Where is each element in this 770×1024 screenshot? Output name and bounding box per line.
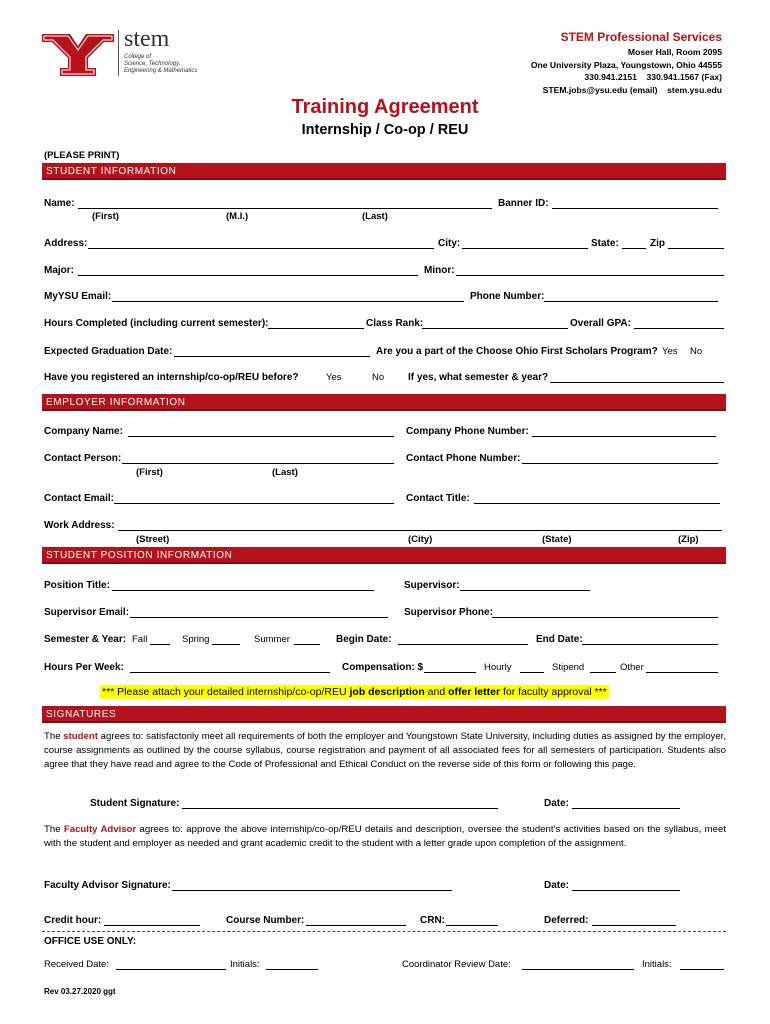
office-use-title: OFFICE USE ONLY: xyxy=(44,936,137,947)
company-phone-label: Company Phone Number: xyxy=(406,426,529,437)
sup-phone-label: Supervisor Phone: xyxy=(404,607,493,618)
gpa-label: Overall GPA: xyxy=(570,318,631,329)
other-field[interactable] xyxy=(646,662,718,673)
major-field[interactable] xyxy=(78,265,418,276)
compensation-field[interactable] xyxy=(424,662,476,673)
credit-hour-label: Credit hour: xyxy=(44,915,102,926)
contact-last-caption: (Last) xyxy=(272,467,298,478)
deferred-label: Deferred: xyxy=(544,915,589,926)
contact-first-caption: (First) xyxy=(136,467,163,478)
page-title: Training Agreement xyxy=(291,96,479,118)
stipend-field[interactable] xyxy=(590,662,616,673)
begin-date-label: Begin Date: xyxy=(336,634,392,645)
semester-label: Semester & Year: xyxy=(44,634,127,645)
choose-ohio-no[interactable]: No xyxy=(690,346,703,357)
please-print: (PLEASE PRINT) xyxy=(44,150,120,161)
state-field[interactable] xyxy=(622,238,646,249)
course-number-label: Course Number: xyxy=(226,915,305,926)
compensation-label: Compensation: $ xyxy=(342,662,424,673)
contact-phone-label: Contact Phone Number: xyxy=(406,453,521,464)
hourly-field[interactable] xyxy=(520,662,544,673)
name-label: Name: xyxy=(44,198,75,209)
major-label: Major: xyxy=(44,265,74,276)
contact-phone-field[interactable] xyxy=(522,453,718,464)
hours-field[interactable] xyxy=(268,318,364,329)
student-agreement: The student agrees to: satisfactorily meet all requirements of both the employer and Youngstown State University, including duties as assigned by the employer, course assignments as outlined by the course syllabus, course registration and payment of all associated fees for all semesters of participation. Students also agree that they have read and agree to the Code of Professional and Ethical Conduct on the reverse side of this form or following this page. xyxy=(44,731,726,770)
initials-label: Initials: xyxy=(230,959,260,970)
first-caption: (First) xyxy=(92,211,119,222)
grad-date-label: Expected Graduation Date: xyxy=(44,346,173,357)
contact-block: Moser Hall, Room 2095 One University Plaza, Youngstown, Ohio 44555 330.941.2151 330.941.1567 (Fax) STEM.jobs@ysu.edu (email) stem.ysu.edu xyxy=(530,47,722,95)
student-date-field[interactable] xyxy=(572,798,680,809)
stipend-option[interactable]: Stipend xyxy=(552,662,585,673)
contact-title-label: Contact Title: xyxy=(406,493,470,504)
company-label: Company Name: xyxy=(44,426,123,437)
sup-phone-field[interactable] xyxy=(492,607,718,618)
city-field[interactable] xyxy=(462,238,588,249)
position-title-field[interactable] xyxy=(112,580,374,591)
last-caption: (Last) xyxy=(362,211,388,222)
supervisor-label: Supervisor: xyxy=(404,580,460,591)
begin-date-field[interactable] xyxy=(398,634,528,645)
fall-option[interactable]: Fall xyxy=(132,634,148,645)
mi-caption: (M.I.) xyxy=(226,211,249,222)
credit-hour-field[interactable] xyxy=(104,915,200,926)
faculty-signature-field[interactable] xyxy=(172,880,452,891)
faculty-date-label: Date: xyxy=(544,880,570,891)
work-address-label: Work Address: xyxy=(44,520,115,531)
registered-yes[interactable]: Yes xyxy=(326,372,342,383)
crn-label: CRN: xyxy=(420,915,445,926)
initials2-field[interactable] xyxy=(680,959,724,970)
zip-field[interactable] xyxy=(668,238,724,249)
end-date-label: End Date: xyxy=(536,634,583,645)
deferred-field[interactable] xyxy=(592,915,676,926)
student-date-label: Date: xyxy=(544,798,570,809)
state-caption: (State) xyxy=(542,534,572,545)
state-label: State: xyxy=(591,238,619,249)
course-number-field[interactable] xyxy=(306,915,406,926)
spring-field[interactable] xyxy=(212,634,240,645)
sup-email-field[interactable] xyxy=(130,607,388,618)
faculty-date-field[interactable] xyxy=(572,880,680,891)
gpa-field[interactable] xyxy=(634,318,724,329)
contact-person-label: Contact Person: xyxy=(44,453,122,464)
summer-field[interactable] xyxy=(294,634,320,645)
class-rank-field[interactable] xyxy=(422,318,568,329)
banner-id-label: Banner ID: xyxy=(498,198,549,209)
grad-date-field[interactable] xyxy=(174,346,370,357)
spring-option[interactable]: Spring xyxy=(182,634,210,645)
hours-week-field[interactable] xyxy=(130,662,330,673)
phone-label: Phone Number: xyxy=(470,291,545,302)
logo-word: stem xyxy=(124,26,170,52)
zip-label: Zip xyxy=(650,238,665,249)
contact-email-field[interactable] xyxy=(114,493,394,504)
attachment-notice: *** Please attach your detailed internship/co-op/REU job description and offer letter for faculty approval *** xyxy=(102,686,607,698)
contact-title-field[interactable] xyxy=(474,493,720,504)
end-date-field[interactable] xyxy=(582,634,718,645)
coordinator-review-field[interactable] xyxy=(522,959,634,970)
name-field[interactable] xyxy=(78,198,492,209)
received-date-label: Received Date: xyxy=(44,959,109,970)
section-employer-info: EMPLOYER INFORMATION xyxy=(42,394,726,411)
registered-label: Have you registered an internship/co-op/REU before? xyxy=(44,372,299,383)
supervisor-field[interactable] xyxy=(460,580,590,591)
office-divider xyxy=(42,931,726,932)
other-option[interactable]: Other xyxy=(620,662,644,673)
banner-id-field[interactable] xyxy=(552,198,718,209)
choose-ohio-label: Are you a part of the Choose Ohio First Scholars Program? xyxy=(376,346,658,357)
minor-label: Minor: xyxy=(424,265,455,276)
contact-email-label: Contact Email: xyxy=(44,493,115,504)
section-student-info: STUDENT INFORMATION xyxy=(42,163,726,180)
hours-label: Hours Completed (including current semester): xyxy=(44,318,269,329)
summer-option[interactable]: Summer xyxy=(254,634,290,645)
initials2-label: Initials: xyxy=(642,959,672,970)
phone-field[interactable] xyxy=(544,291,718,302)
student-signature-label: Student Signature: xyxy=(90,798,180,809)
city-label: City: xyxy=(438,238,461,249)
crn-field[interactable] xyxy=(446,915,498,926)
received-date-field[interactable] xyxy=(116,959,226,970)
hours-week-label: Hours Per Week: xyxy=(44,662,124,673)
address-field[interactable] xyxy=(88,238,434,249)
ysu-logo xyxy=(42,26,202,80)
zip-caption: (Zip) xyxy=(678,534,699,545)
position-title-label: Position Title: xyxy=(44,580,110,591)
email-field[interactable] xyxy=(112,291,464,302)
org-title: STEM Professional Services xyxy=(560,30,722,44)
company-field[interactable] xyxy=(128,426,394,437)
page-subtitle: Internship / Co-op / REU xyxy=(301,122,469,138)
address-label: Address: xyxy=(44,238,88,249)
logo-subtitle: College of Science, Technology, Engineering & Mathematics xyxy=(124,54,198,74)
class-rank-label: Class Rank: xyxy=(366,318,424,329)
registered-no[interactable]: No xyxy=(372,372,385,383)
which-semester-field[interactable] xyxy=(550,372,724,383)
revision-footer: Rev 03.27.2020 ggt xyxy=(44,987,116,996)
hourly-option[interactable]: Hourly xyxy=(484,662,512,673)
sup-email-label: Supervisor Email: xyxy=(44,607,130,618)
section-position-info: STUDENT POSITION INFORMATION xyxy=(42,547,726,564)
coordinator-review-label: Coordinator Review Date: xyxy=(402,959,511,970)
fall-field[interactable] xyxy=(150,634,170,645)
city-caption: (City) xyxy=(408,534,433,545)
work-address-field[interactable] xyxy=(118,520,722,531)
choose-ohio-yes[interactable]: Yes xyxy=(662,346,678,357)
faculty-signature-label: Faculty Advisor Signature: xyxy=(44,880,171,891)
student-signature-field[interactable] xyxy=(182,798,498,809)
email-label: MyYSU Email: xyxy=(44,291,112,302)
y-logo-icon xyxy=(42,30,114,76)
faculty-agreement: The Faculty Advisor agrees to: approve the above internship/co-op/REU details and description, oversee the student’s activities based on the syllabus, meet with the student and employer as needed and grant academic credit to the student with a letter grade upon completion of the assignment. xyxy=(44,824,726,849)
section-signatures: SIGNATURES xyxy=(42,706,726,723)
company-phone-field[interactable] xyxy=(532,426,716,437)
street-caption: (Street) xyxy=(136,534,170,545)
which-semester-label: If yes, what semester & year? xyxy=(408,372,549,383)
initials-field[interactable] xyxy=(266,959,318,970)
minor-field[interactable] xyxy=(456,265,724,276)
contact-person-field[interactable] xyxy=(122,453,394,464)
